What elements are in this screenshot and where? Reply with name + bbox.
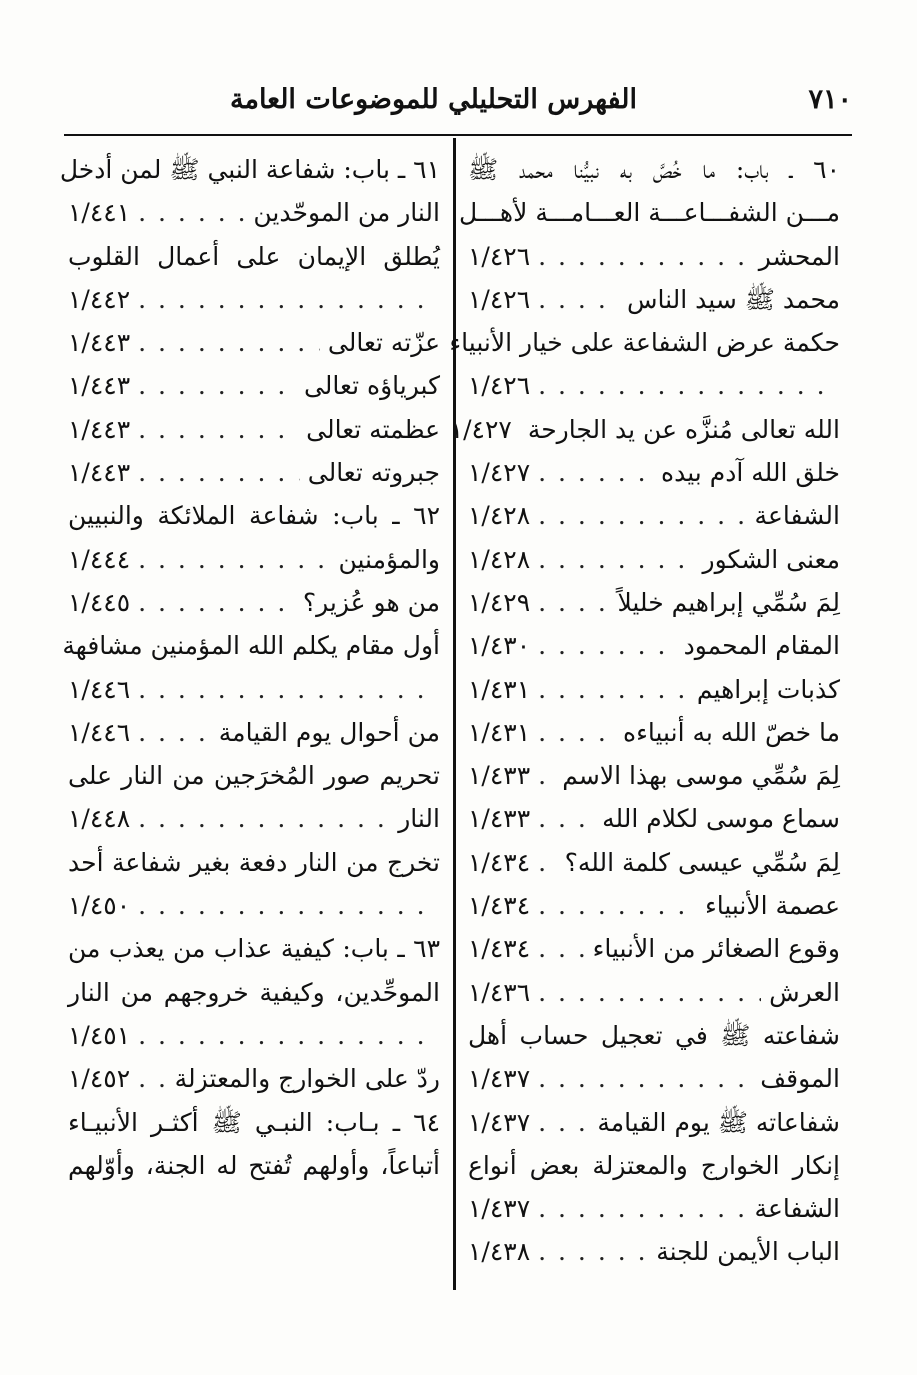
index-entry (68, 191, 440, 234)
entry-text: من هو عُزير؟ (302, 587, 440, 617)
leader-dots (538, 1187, 746, 1230)
index-entry (68, 451, 440, 494)
page-reference: ١/٤٣٧ (468, 1194, 531, 1224)
page-reference: ١/٤٣٤ (468, 934, 531, 964)
entry-text: الباب الأيمن للجنة (656, 1237, 840, 1267)
index-entry (68, 884, 440, 927)
page-reference: ١/٤٣١ (468, 674, 531, 704)
page-reference: ١/٤٢٧ (468, 458, 531, 488)
entry-text: الشفاعة (754, 1194, 840, 1224)
leader-dots (538, 538, 694, 581)
leader-dots (138, 451, 300, 494)
index-entry (68, 1101, 440, 1144)
entry-text: ٦٣ ـ باب: كيفية عذاب من يعذب من (68, 934, 440, 964)
leader-dots (538, 1057, 752, 1100)
index-column-left (59, 148, 440, 1187)
entry-text: العرش (769, 977, 840, 1007)
leader-dots (138, 364, 296, 407)
entry-text: ٦١ ـ باب: شفاعة النبي ﷺ لمن أدخل (59, 155, 440, 184)
page-reference: ١/٤٣٤ (468, 891, 531, 921)
page-title: الفهرس التحليلي للموضوعات العامة (230, 84, 637, 115)
entry-text: محمد ﷺ سيد الناس (626, 284, 840, 314)
leader-dots (538, 927, 584, 970)
entry-text: تحريم صور المُخرَجين من النار على (68, 761, 440, 791)
page-reference: ١/٤٤٢ (68, 284, 131, 314)
index-column-right (449, 148, 840, 1274)
entry-text: ما خصّ الله به أنبياءه (623, 717, 840, 747)
leader-dots (138, 278, 432, 321)
index-entry (68, 581, 440, 624)
page-reference: ١/٤٣١ (468, 717, 531, 747)
page-reference: ١/٤٢٦ (468, 241, 531, 271)
index-entry (68, 841, 440, 884)
header-rule (64, 134, 852, 136)
entry-text: ردّ على الخوارج والمعتزلة (174, 1064, 440, 1094)
index-entry (68, 754, 440, 797)
index-entry (468, 668, 840, 711)
entry-text: عظمته تعالى (306, 414, 440, 444)
leader-dots (138, 191, 245, 234)
index-entry (468, 754, 840, 797)
entry-text: حكمة عرض الشفاعة على خيار الأنبياء (449, 328, 840, 358)
page-reference: ١/٤٥١ (68, 1020, 131, 1050)
index-entry (468, 148, 840, 191)
index-entry (468, 278, 840, 321)
page-reference: ١/٤٥٢ (68, 1064, 131, 1094)
page-reference: ١/٤٤٦ (68, 717, 131, 747)
leader-dots (138, 1014, 432, 1057)
entry-text: لِمَ سُمِّي إبراهيم خليلاً (617, 587, 840, 617)
index-entry (468, 1057, 840, 1100)
leader-dots (538, 797, 594, 840)
index-entry (68, 1144, 440, 1187)
index-entry (449, 321, 840, 364)
entry-text: والمؤمنين (338, 544, 440, 574)
page-reference: ١/٤٣٣ (468, 804, 531, 834)
index-entry (449, 408, 840, 451)
index-entry (468, 1144, 840, 1187)
index-entry (68, 971, 440, 1014)
leader-dots (538, 624, 675, 667)
index-entry (68, 278, 440, 321)
leader-dots (138, 408, 298, 451)
entry-text: عزّته تعالى (327, 328, 440, 358)
leader-dots (138, 538, 330, 581)
page-reference: ١/٤٥٠ (68, 891, 131, 921)
entry-text: الموحِّدين، وكيفية خروجهم من النار (68, 977, 440, 1007)
page-reference: ١/٤٢٨ (468, 544, 531, 574)
index-entry (68, 1057, 440, 1100)
page-reference: ١/٤٣٨ (468, 1237, 531, 1267)
page-reference: ١/٤٣٧ (468, 1064, 531, 1094)
entry-text: معنى الشكور (702, 544, 840, 574)
index-entry (68, 711, 440, 754)
page-reference: ١/٤٣٣ (468, 761, 531, 791)
index-entry (468, 538, 840, 581)
leader-dots (538, 278, 619, 321)
entry-text: خلق الله آدم بيده (661, 458, 840, 488)
leader-dots (138, 884, 432, 927)
page-reference: ١/٤٤٤ (68, 544, 131, 574)
page-reference: ١/٤٢٨ (468, 501, 531, 531)
leader-dots (538, 668, 689, 711)
entry-text: لِمَ سُمِّي موسى بهذا الاسم (562, 761, 840, 791)
entry-text: شفاعاته ﷺ يوم القيامة (597, 1107, 840, 1137)
index-entry (68, 538, 440, 581)
index-entry (468, 235, 840, 278)
index-entry (68, 797, 440, 840)
leader-dots (538, 581, 609, 624)
leader-dots (138, 711, 211, 754)
page-header (64, 82, 852, 126)
index-entry (468, 581, 840, 624)
entry-text: كبرياؤه تعالى (303, 371, 440, 401)
leader-dots (538, 884, 697, 927)
leader-dots (538, 1230, 648, 1273)
leader-dots (138, 797, 390, 840)
page-number: ٧١٠ (808, 84, 852, 115)
entry-text: الشفاعة (754, 501, 840, 531)
entry-text: ٦٤ ـ بـاب: النبـي ﷺ أكثـر الأنبيـاء (68, 1107, 440, 1137)
entry-text: تخرج من النار دفعة بغير شفاعة أحد (68, 847, 440, 877)
leader-dots (538, 1101, 589, 1144)
entry-text: ٦٠ ـ باب: ما خُصَّ به نبيُّنا محمد ﷺ (468, 155, 840, 184)
index-entry (468, 494, 840, 537)
leader-dots (538, 841, 556, 884)
index-entry (468, 884, 840, 927)
entry-text: عصمة الأنبياء (704, 891, 840, 921)
leader-dots (538, 451, 653, 494)
index-entry (59, 148, 440, 191)
index-entry (68, 364, 440, 407)
leader-dots (538, 235, 751, 278)
page-reference: ١/٤٤٦ (68, 674, 131, 704)
leader-dots (138, 668, 432, 711)
entry-text: وقوع الصغائر من الأنبياء (592, 934, 840, 964)
page-reference: ١/٤٢٧ (449, 414, 512, 444)
page-reference: ١/٤٤٣ (68, 414, 131, 444)
page-reference: ١/٤٢٦ (468, 371, 531, 401)
entry-text: يُطلق الإيمان على أعمال القلوب (68, 241, 440, 271)
index-entry (68, 1014, 440, 1057)
index-entry (468, 1187, 840, 1230)
entry-text: أول مقام يكلم الله المؤمنين مشافهة (62, 631, 440, 661)
index-entry (68, 321, 440, 364)
page-reference: ١/٤٣٦ (468, 977, 531, 1007)
entry-text: الله تعالى مُنزَّه عن يد الجارحة (527, 414, 840, 444)
index-entry (68, 668, 440, 711)
page-reference: ١/٤٣٠ (468, 631, 531, 661)
page-reference: ١/٤٤٨ (68, 804, 131, 834)
index-entry (68, 927, 440, 970)
leader-dots (138, 1057, 167, 1100)
entry-text: المحشر (758, 241, 840, 271)
index-entry (468, 1014, 840, 1057)
page-reference: ١/٤٤٣ (68, 328, 131, 358)
page-reference: ١/٤٤٥ (68, 587, 131, 617)
page-reference: ١/٤٤١ (68, 198, 131, 228)
index-entry (68, 494, 440, 537)
leader-dots (138, 321, 320, 364)
entry-text: مـــن الشفـــاعـــة العـــامـــة لأهـــل (459, 198, 840, 228)
index-entry (468, 624, 840, 667)
page-reference: ١/٤٣٤ (468, 847, 531, 877)
leader-dots (138, 581, 295, 624)
column-divider (453, 138, 456, 1290)
index-entry (468, 364, 840, 407)
leader-dots (538, 971, 761, 1014)
entry-text: إنكار الخوارج والمعتزلة بعض أنواع (468, 1150, 840, 1180)
entry-text: النار من الموحّدين (253, 198, 440, 228)
page-reference: ١/٤٢٦ (468, 284, 531, 314)
entry-text: الموقف (760, 1064, 840, 1094)
index-entry (468, 1230, 840, 1273)
entry-text: لِمَ سُمِّي عيسى كلمة الله؟ (564, 847, 840, 877)
index-entry (68, 235, 440, 278)
index-entry (68, 408, 440, 451)
entry-text: سماع موسى لكلام الله (602, 804, 840, 834)
index-entry (62, 624, 440, 667)
page-reference: ١/٤٢٩ (468, 587, 531, 617)
leader-dots (538, 364, 832, 407)
page-reference: ١/٤٣٧ (468, 1107, 531, 1137)
entry-text: شفاعته ﷺ في تعجيل حساب أهل (468, 1020, 840, 1050)
page-reference: ١/٤٤٣ (68, 371, 131, 401)
entry-text: ٦٢ ـ باب: شفاعة الملائكة والنبيين (68, 501, 440, 531)
index-entry (459, 191, 840, 234)
leader-dots (538, 711, 615, 754)
leader-dots (538, 494, 746, 537)
index-entry (468, 797, 840, 840)
leader-dots (538, 754, 554, 797)
entry-text: كذبات إبراهيم (696, 674, 840, 704)
index-entry (468, 841, 840, 884)
entry-text: أتباعاً، وأولهم تُفتح له الجنة، وأوّلهم (68, 1150, 440, 1180)
entry-text: النار (398, 804, 440, 834)
index-entry (468, 1101, 840, 1144)
page-reference: ١/٤٤٣ (68, 458, 131, 488)
index-entry (468, 711, 840, 754)
index-entry (468, 451, 840, 494)
entry-text: من أحوال يوم القيامة (218, 717, 440, 747)
entry-text: جبروته تعالى (307, 458, 440, 488)
index-entry (468, 927, 840, 970)
index-entry (468, 971, 840, 1014)
entry-text: المقام المحمود (683, 631, 840, 661)
